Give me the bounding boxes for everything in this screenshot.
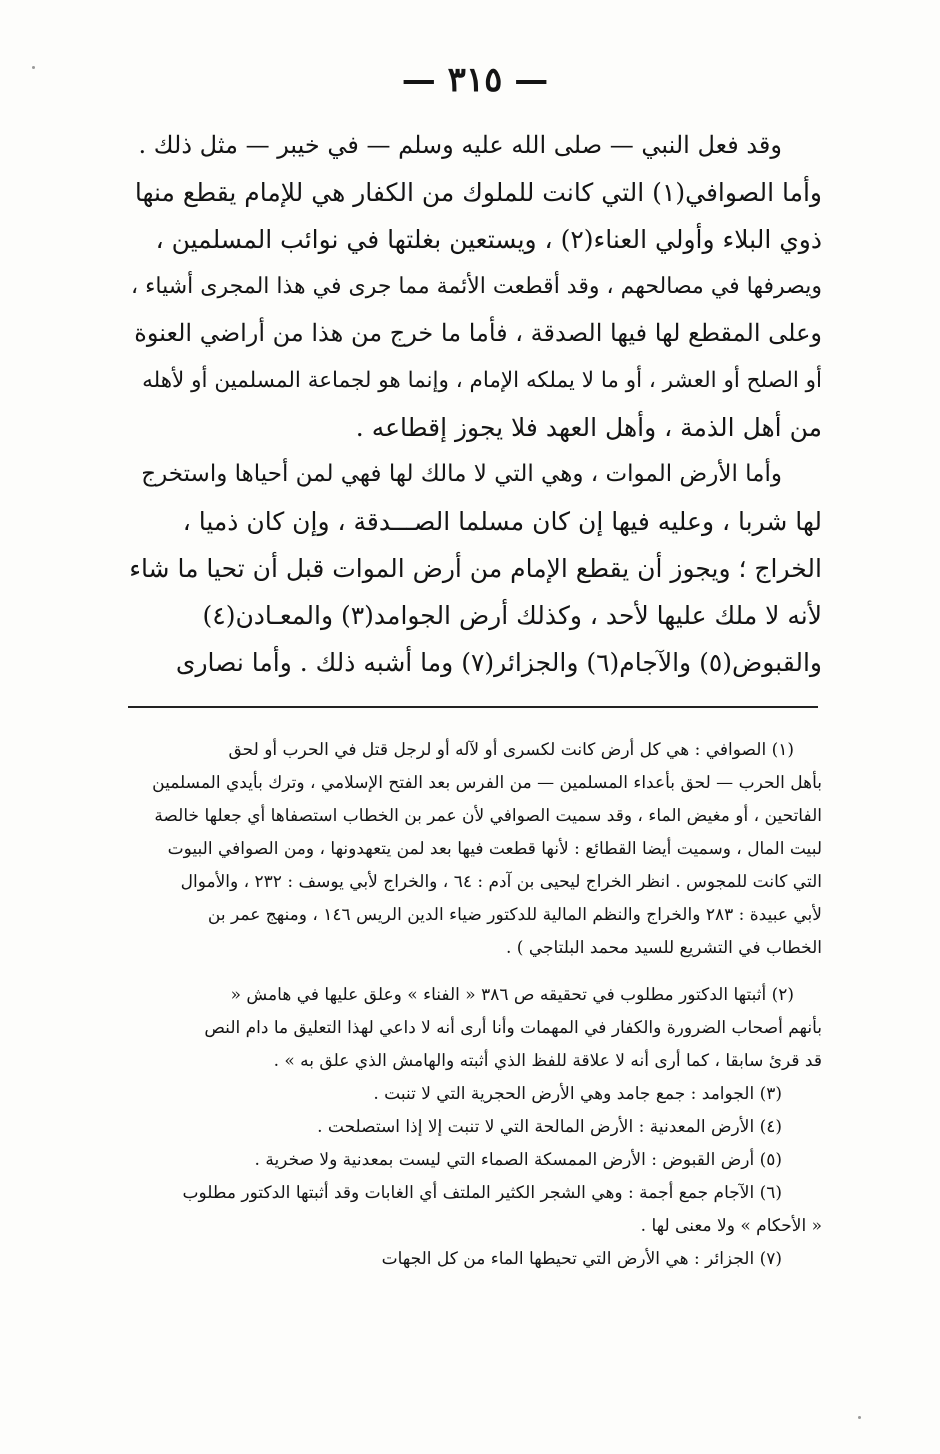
text-line: من أهل الذمة ، وأهل العهد فلا يجوز إقطاعه . xyxy=(355,413,822,442)
footnote-line: (٣) الجوامد : جمع جامد وهي الأرض الحجرية التي لا تنبت . xyxy=(373,1084,782,1104)
footnote-line: (٦) الآجام جمع أجمة : وهي الشجر الكثير الملتف أي الغابات وقد أثبتها الدكتور مطلوب xyxy=(182,1183,782,1203)
text-line: ذوي البلاء وأولي العناء(٢) ، ويستعين بغلتها في نوائب المسلمين ، xyxy=(155,225,822,254)
footnote-line: الفاتحين ، أو مغيض الماء ، وقد سميت الصوافي لأن عمر بن الخطاب استصفاها أي جعلها خالصة xyxy=(154,806,822,826)
footnote-line: التي كانت للمجوس . انظر الخراج ليحيى بن آدم : ٦٤ ، والخراج لأبي يوسف : ٢٣٢ ، والأموال xyxy=(180,872,822,892)
text-line: ويصرفها في مصالحهم ، وقد أقطعت الأئمة مما جرى في هذا المجرى أشياء ، xyxy=(130,274,822,299)
text-line: أو الصلح أو العشر ، أو ما لا يملكه الإمام ، وإنما هو لجماعة المسلمين أو لأهله xyxy=(142,368,822,393)
footnote-gap xyxy=(128,965,822,979)
footnote-line: لأبي عبيدة : ٢٨٣ والخراج والنظم المالية للدكتور ضياء الدين الريس ١٤٦ ، ومنهج عمر بن xyxy=(207,905,822,925)
text-line: وقد فعل النبي — صلى الله عليه وسلم — في خيبر — مثل ذلك . xyxy=(138,131,782,159)
text-line: لأنه لا ملك عليها لأحد ، وكذلك أرض الجوامد(٣) والمعـادن(٤) xyxy=(202,601,822,630)
footnote-line: لبيت المال ، وسميت أيضا القطائع : لأنها قطعت فيها بعد لمن يتعهدونها ، ومن الصوافي البيوت xyxy=(167,839,822,859)
footnotes xyxy=(128,734,822,1276)
footnote-divider xyxy=(128,706,818,708)
text-line: وعلى المقطع لها فيها الصدقة ، فأما ما خرج من هذا من أراضي العنوة xyxy=(134,319,822,347)
scan-speck xyxy=(858,1416,861,1419)
main-text xyxy=(128,122,822,686)
text-line: وأما الصوافي(١) التي كانت للملوك من الكفار هي للإمام يقطع منها xyxy=(134,178,822,207)
footnote-line: (٤) الأرض المعدنية : الأرض المالحة التي لا تنبت إلا إذا استصلحت . xyxy=(317,1117,782,1137)
text-line: والقبوض(٥) والآجام(٦) والجزائر(٧) وما أشبه ذلك . وأما نصارى xyxy=(175,648,822,677)
text-line: لها شربا ، وعليه فيها إن كان مسلما الصـــدقة ، وإن كان ذميا ، xyxy=(182,507,822,536)
footnote-line: « الأحكام » ولا معنى لها . xyxy=(640,1216,822,1236)
footnote-line: بأنهم أصحاب الضرورة والكفار في المهمات وأنا أرى أنه لا داعي لهذا التعليق ما دام النص xyxy=(204,1018,822,1038)
footnote-line: قد قرئ سابقا ، كما أرى أنه لا علاقة للفظ الذي أثبته والهامش الذي علق به » . xyxy=(273,1051,822,1071)
footnote-line: بأهل الحرب — لحق بأعداء المسلمين — من الفرس بعد الفتح الإسلامي ، وترك بأيدي المسلمين xyxy=(152,773,822,793)
footnote-line: (٥) أرض القبوض : الأرض الممسكة الصماء التي ليست بمعدنية ولا صخرية . xyxy=(254,1150,782,1170)
page-number: — ٣١٥ — xyxy=(401,60,549,100)
footnote-line: الخطاب في التشريع للسيد محمد البلتاجي ) . xyxy=(505,938,822,958)
footnote-line: (١) الصوافي : هي كل أرض كانت لكسرى أو لآله أو لرجل قتل في الحرب أو لحق xyxy=(228,740,794,760)
footnote-line: (٧) الجزائر : هي الأرض التي تحيطها الماء من كل الجهات xyxy=(381,1249,782,1269)
footnote-line: (٢) أثبتها الدكتور مطلوب في تحقيقه ص ٣٨٦ « الفناء » وعلق عليها في هامش « xyxy=(230,985,794,1005)
scan-speck xyxy=(32,66,35,69)
text-line: وأما الأرض الموات ، وهي التي لا مالك لها فهي لمن أحياها واستخرج xyxy=(141,461,782,487)
text-line: الخراج ؛ ويجوز أن يقطع الإمام من أرض الموات قبل أن تحيا ما شاء xyxy=(129,554,822,583)
